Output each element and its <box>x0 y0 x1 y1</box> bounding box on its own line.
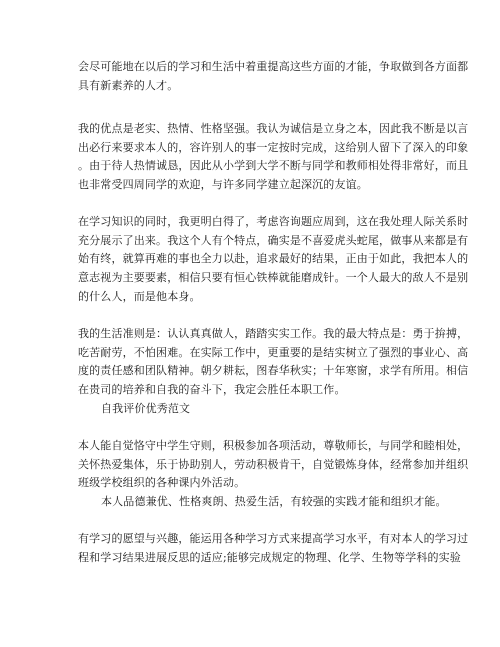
paragraph-line: 也非常受四周同学的欢迎，与许多同学建立起深沉的友谊。 <box>78 178 368 192</box>
paragraph-6 <box>101 493 447 512</box>
paragraph-line: 有学习的愿望与兴趣，能运用各种学习方式来提高学习水平，有对本人的学习过 <box>78 532 469 545</box>
paragraph-7 <box>78 530 469 567</box>
paragraph-1 <box>78 58 469 95</box>
paragraph-5 <box>78 437 469 493</box>
paragraph-line: 本人品德兼优、性格爽朗、热爱生活，有较强的实践才能和组织才能。 <box>101 495 447 508</box>
paragraph-line: 始有终，就算再难的事也全力以赴，追求最好的结果，正由于如此，我把本人的 <box>78 252 469 266</box>
paragraph-line: 吃苦耐劳，不怕困难。在实际工作中，更重要的是结实树立了强烈的事业心、高 <box>78 345 469 359</box>
paragraph-line: 我的生活准则是：认认真真做人，踏踏实实工作。我的最大特点是：勇于拚搏， <box>78 327 469 340</box>
paragraph-line: 出必行来要求本人的，容许别人的事一定按时完成，这给别人留下了深入的印象 <box>78 140 469 154</box>
paragraph-line: 关怀热爱集体，乐于协助别人，劳动积极肯干，自觉锻炼身体，经常参加并组织 <box>78 457 469 471</box>
paragraph-line: 程和学习结果进展反思的适应;能够完成规定的物理、化学、生物等学科的实验 <box>78 550 461 564</box>
paragraph-line: 我的优点是老实、热情、性格坚强。我认为诚信是立身之本，因此我不断是以言 <box>78 122 469 135</box>
paragraph-line: 的什么人，而是他本身。 <box>78 289 201 303</box>
paragraph-line: 在学习知识的同时，我更明白得了，考虑咨询题应周到，这在我处理人际关系时 <box>78 215 469 228</box>
paragraph-line: 具有新素养的人才。 <box>78 78 179 92</box>
paragraph-line: 在贵司的培养和自我的奋斗下，我定会胜任本职工作。 <box>78 383 346 397</box>
paragraph-line: 。由于待人热情诚恳，因此从小学到大学不断与同学和教师相处得非常好，而且 <box>78 159 469 173</box>
paragraph-line: 充分展示了出来。我这个人有个特点，确实是不喜爱虎头蛇尾，做事从来都是有 <box>78 233 469 247</box>
paragraph-4 <box>78 325 469 400</box>
paragraph-line: 意志视为主要要素，相信只要有恒心铁棒就能磨成针。一个人最大的敌人不是别 <box>78 271 469 285</box>
paragraph-line: 会尽可能地在以后的学习和生活中着重提高这些方面的才能，争取做到各方面都 <box>78 60 469 73</box>
section-heading <box>101 400 428 419</box>
paragraph-2 <box>78 120 469 195</box>
paragraph-line: 本人能自觉恪守中学生守则，积极参加各项活动，尊敬师长，与同学和睦相处， <box>78 439 469 452</box>
section-heading-text: 自我评价优秀范文 <box>101 402 191 415</box>
paragraph-line: 班级学校组织的各种课内外活动。 <box>78 476 246 490</box>
paragraph-line: 度的责任感和团队精神。朝夕耕耘，图春华秋实；十年寒窗，求学有所用。相信 <box>78 364 469 378</box>
paragraph-3 <box>78 213 469 307</box>
